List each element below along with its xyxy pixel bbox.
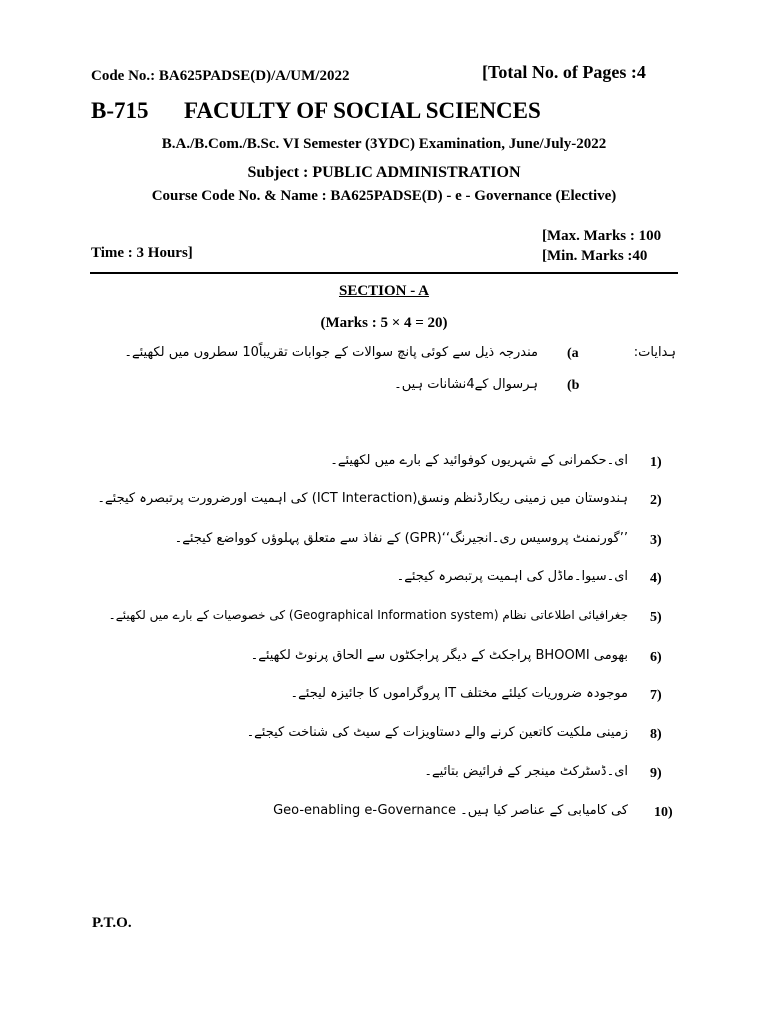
exam-time: Time : 3 Hours] bbox=[91, 245, 193, 261]
question-8-number: 8) bbox=[650, 727, 662, 742]
question-10-number: 10) bbox=[654, 805, 673, 820]
question-7-text: موجودہ ضروریات کیلئے مختلف IT پروگراموں کا جائیزہ لیجئے۔ bbox=[290, 686, 628, 701]
question-3-text: ’’گورنمنٹ پروسیس ری۔انجیرنگ‘‘(GPR) کے نفاذ سے متعلق پہلوؤں کوواضع کیجئے۔ bbox=[174, 531, 628, 546]
instruction-marker-a: (a bbox=[567, 346, 579, 361]
question-4-number: 4) bbox=[650, 571, 662, 586]
question-5-number: 5) bbox=[650, 610, 662, 625]
question-5-text: جغرافیائی اطلاعاتی نظام (Geographical Information system) کی خصوصیات کے بارے میں لکھیئے۔ bbox=[108, 608, 628, 622]
subject-title: Subject : PUBLIC ADMINISTRATION bbox=[247, 164, 521, 181]
course-title: Course Code No. & Name : BA625PADSE(D) - e - Governance (Elective) bbox=[151, 188, 617, 204]
exam-title: B.A./B.Com./B.Sc. VI Semester (3YDC) Examination, June/July-2022 bbox=[161, 136, 607, 152]
question-4-text: ای۔سیوا۔ماڈل کی اہمیت پرتبصرہ کیجئے۔ bbox=[396, 569, 628, 584]
instruction-marker-b: (b bbox=[567, 378, 580, 393]
question-2-text: ہندوستان میں زمینی ریکارڈنظم ونسق(ICT Interaction) کی اہمیت اورضرورت پرتبصرہ کیجئے۔ bbox=[97, 491, 628, 506]
question-6-text: بھومی BHOOMI پراجکٹ کے دیگر پراجکٹوں سے الحاق پرنوٹ لکھیئے۔ bbox=[250, 648, 628, 663]
instruction-a-text: مندرجہ ذیل سے کوئی پانچ سوالات کے جوابات تقریباً10 سطروں میں لکھیئے۔ bbox=[124, 345, 538, 360]
question-8-text: زمینی ملکیت کاتعین کرنے والے دستاویزات کے سیٹ کی شناخت کیجئے۔ bbox=[246, 725, 628, 740]
question-1-text: ای۔حکمرانی کے شہریوں کوفوائید کے بارے میں لکھیئے۔ bbox=[330, 453, 628, 468]
question-3-number: 3) bbox=[650, 533, 662, 548]
question-6-number: 6) bbox=[650, 650, 662, 665]
code-number: Code No.: BA625PADSE(D)/A/UM/2022 bbox=[91, 68, 350, 84]
instruction-b-text: ہرسوال کے4نشانات ہیں۔ bbox=[394, 377, 538, 392]
question-10-text: Geo-enabling e-Governance کی کامیابی کے عناصر کیا ہیں۔ bbox=[273, 803, 628, 818]
section-marks: (Marks : 5 × 4 = 20) bbox=[320, 315, 448, 331]
question-7-number: 7) bbox=[650, 688, 662, 703]
question-1-number: 1) bbox=[650, 455, 662, 470]
instructions-label: ہدایات: bbox=[633, 345, 676, 360]
total-pages: [Total No. of Pages :4 bbox=[482, 62, 646, 82]
paper-number: B-715 bbox=[91, 98, 149, 123]
min-marks: [Min. Marks :40 bbox=[542, 248, 648, 264]
max-marks: [Max. Marks : 100 bbox=[542, 228, 662, 244]
please-turn-over: P.T.O. bbox=[92, 915, 132, 931]
header-divider bbox=[90, 272, 678, 274]
question-9-text: ای۔ڈسٹرکٹ مینجر کے فرائیض بتائیے۔ bbox=[424, 764, 628, 779]
faculty-title: FACULTY OF SOCIAL SCIENCES bbox=[184, 98, 541, 123]
question-9-number: 9) bbox=[650, 766, 662, 781]
section-title: SECTION - A bbox=[338, 283, 430, 299]
question-2-number: 2) bbox=[650, 493, 662, 508]
